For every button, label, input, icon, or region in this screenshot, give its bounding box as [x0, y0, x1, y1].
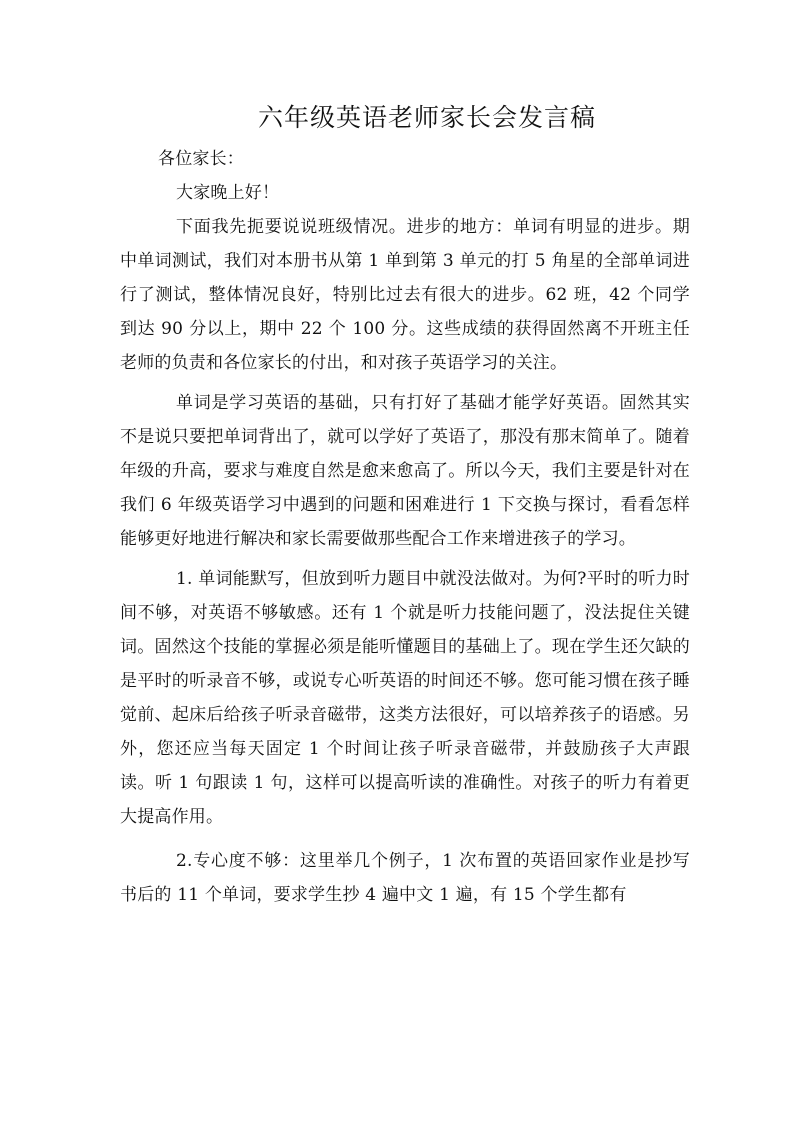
greeting: 大家晚上好！ — [176, 183, 280, 203]
paragraph-concentration-problem: 2.专心度不够：这里举几个例子，1 次布置的英语回家作业是抄写书后的 11 个单词，要求学生抄 4 遍中文 1 遍，有 15 个学生都有 — [120, 851, 690, 905]
document-title: 六年级英语老师家长会发言稿 — [257, 103, 596, 132]
paragraph-vocabulary-foundation: 单词是学习英语的基础，只有打好了基础才能学好英语。固然其实不是说只要把单词背出了，就可以学好了英语了，那没有那末简单了。随着年级的升高，要求与难度自然是愈来愈高了。所以今天，我们主要是针对在我们 6 年级英语学习中遇到的问题和困难进行 1 下交换与探讨，看看怎样能够更好地进行解决和家长需要做那些配合工作来增进孩子的学习。 — [120, 393, 690, 549]
paragraph-listening-problem: 1. 单词能默写，但放到听力题目中就没法做对。为何?平时的听力时间不够，对英语不够敏感。还有 1 个就是听力技能问题了，没法捉住关键词。固然这个技能的掌握必须是能听懂题目的基础上了。现在学生还欠缺的是平时的听录音不够，或说专心听英语的时间还不够。您可能习惯在孩子睡觉前、起床后给孩子听录音磁带，这类方法很好，可以培养孩子的语感。另外，您还应当每天固定 1 个时间让孩子听录音磁带，并鼓励孩子大声跟读。听 1 句跟读 1 句，这样可以提高听读的准确性。对孩子的听力有着更大提高作用。 — [120, 569, 690, 827]
paragraph-class-status: 下面我先扼要说说班级情况。进步的地方：单词有明显的进步。期中单词测试，我们对本册书从第 1 单到第 3 单元的打 5 角星的全部单词进行了测试，整体情况良好，特别比过去有很大的进步。62 班，42 个同学到达 90 分以上，期中 22 个 100 分。这些成绩的获得固然离不开班主任老师的负责和各位家长的付出，和对孩子英语学习的关注。 — [120, 217, 690, 373]
document-body — [120, 142, 690, 912]
salutation: 各位家长： — [158, 149, 244, 169]
